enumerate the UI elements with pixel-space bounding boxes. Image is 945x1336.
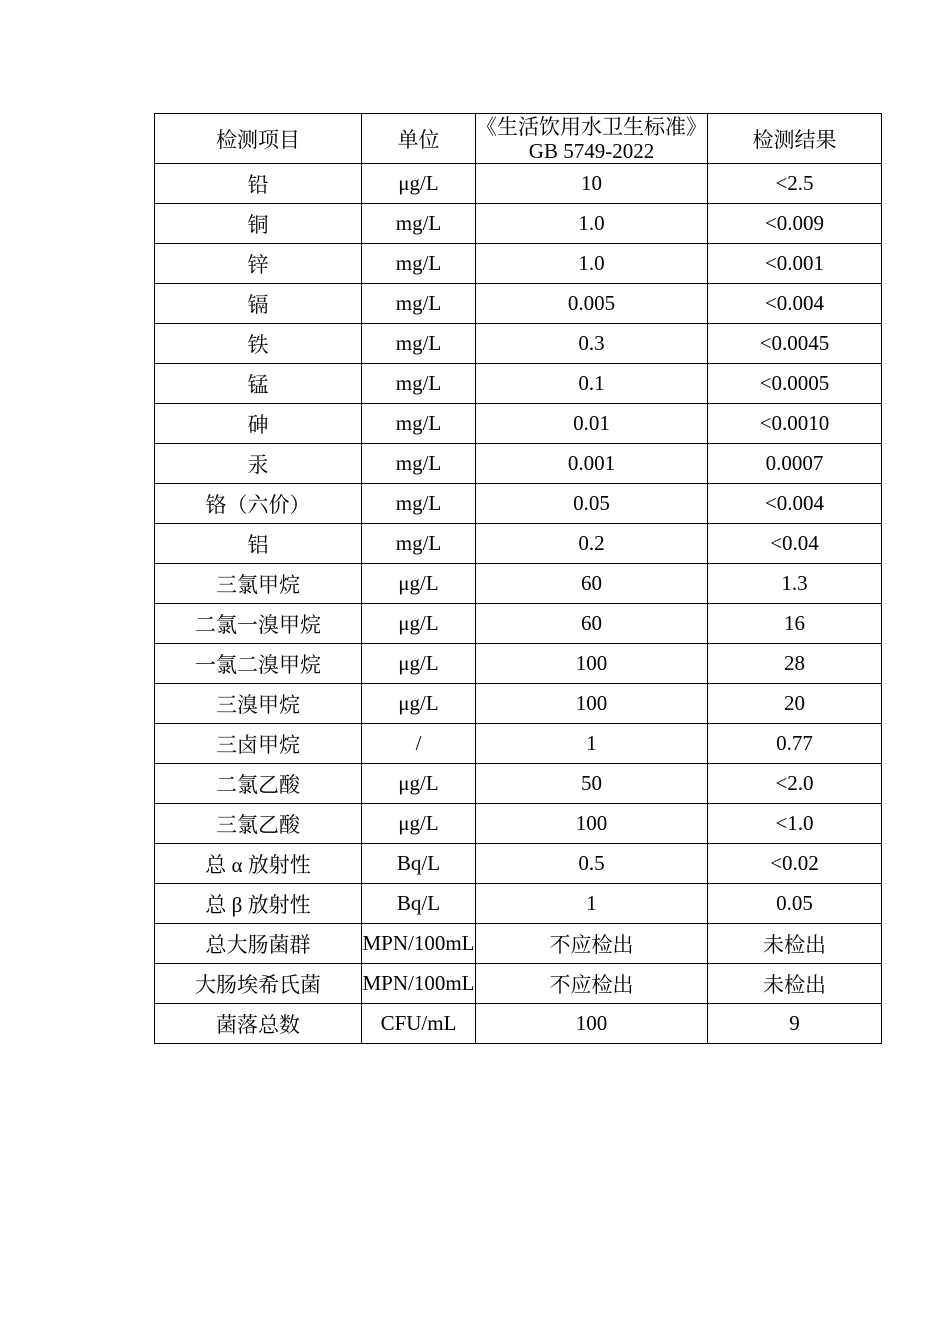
table-row	[155, 644, 882, 684]
cell-standard-limit: 10	[476, 164, 708, 204]
cell-unit: /	[362, 724, 476, 764]
table-row	[155, 284, 882, 324]
cell-unit: MPN/100mL	[362, 924, 476, 964]
table-row	[155, 844, 882, 884]
cell-unit: mg/L	[362, 364, 476, 404]
table-body	[155, 164, 882, 1044]
table-row	[155, 484, 882, 524]
cell-unit: Bq/L	[362, 844, 476, 884]
cell-test-item: 二氯乙酸	[155, 764, 362, 804]
cell-result: <0.0010	[708, 404, 882, 444]
table-row	[155, 244, 882, 284]
cell-result: 0.77	[708, 724, 882, 764]
cell-standard-limit: 100	[476, 684, 708, 724]
cell-test-item: 大肠埃希氏菌	[155, 964, 362, 1004]
cell-standard-limit: 0.1	[476, 364, 708, 404]
cell-unit: mg/L	[362, 284, 476, 324]
cell-unit: μg/L	[362, 764, 476, 804]
cell-standard-limit: 100	[476, 1004, 708, 1044]
cell-standard-limit: 50	[476, 764, 708, 804]
cell-test-item: 一氯二溴甲烷	[155, 644, 362, 684]
cell-result: 未检出	[708, 924, 882, 964]
cell-standard-limit: 100	[476, 804, 708, 844]
cell-result: 28	[708, 644, 882, 684]
cell-test-item: 总 β 放射性	[155, 884, 362, 924]
cell-result: 20	[708, 684, 882, 724]
cell-result: <0.0045	[708, 324, 882, 364]
table-row	[155, 604, 882, 644]
cell-standard-limit: 0.005	[476, 284, 708, 324]
cell-test-item: 锌	[155, 244, 362, 284]
cell-result: <0.02	[708, 844, 882, 884]
cell-unit: μg/L	[362, 604, 476, 644]
cell-standard-limit: 60	[476, 604, 708, 644]
cell-test-item: 铝	[155, 524, 362, 564]
cell-standard-limit: 1.0	[476, 244, 708, 284]
header-standard	[476, 114, 708, 164]
cell-standard-limit: 0.001	[476, 444, 708, 484]
table-row	[155, 764, 882, 804]
table-row	[155, 1004, 882, 1044]
cell-result: 0.05	[708, 884, 882, 924]
cell-test-item: 菌落总数	[155, 1004, 362, 1044]
cell-unit: μg/L	[362, 684, 476, 724]
cell-result: <0.0005	[708, 364, 882, 404]
cell-result: 9	[708, 1004, 882, 1044]
table-row	[155, 804, 882, 844]
cell-standard-limit: 100	[476, 644, 708, 684]
cell-test-item: 三溴甲烷	[155, 684, 362, 724]
header-unit: 单位	[362, 114, 476, 164]
cell-test-item: 铁	[155, 324, 362, 364]
cell-standard-limit: 60	[476, 564, 708, 604]
cell-result: <0.04	[708, 524, 882, 564]
table-row	[155, 724, 882, 764]
header-test-item: 检测项目	[155, 114, 362, 164]
cell-test-item: 铬（六价）	[155, 484, 362, 524]
cell-result: 0.0007	[708, 444, 882, 484]
cell-unit: mg/L	[362, 524, 476, 564]
cell-unit: mg/L	[362, 404, 476, 444]
table-row	[155, 364, 882, 404]
cell-unit: mg/L	[362, 484, 476, 524]
table-row	[155, 444, 882, 484]
cell-standard-limit: 不应检出	[476, 964, 708, 1004]
cell-standard-limit: 1.0	[476, 204, 708, 244]
cell-unit: μg/L	[362, 164, 476, 204]
cell-standard-limit: 1	[476, 724, 708, 764]
cell-test-item: 镉	[155, 284, 362, 324]
table-row	[155, 924, 882, 964]
cell-unit: CFU/mL	[362, 1004, 476, 1044]
header-standard-line2: GB 5749-2022	[528, 138, 655, 163]
cell-result: <0.004	[708, 484, 882, 524]
cell-unit: MPN/100mL	[362, 964, 476, 1004]
cell-test-item: 汞	[155, 444, 362, 484]
cell-standard-limit: 0.5	[476, 844, 708, 884]
cell-test-item: 总大肠菌群	[155, 924, 362, 964]
cell-standard-limit: 0.05	[476, 484, 708, 524]
cell-test-item: 铅	[155, 164, 362, 204]
header-standard-line1: 《生活饮用水卫生标准》	[476, 114, 707, 139]
cell-test-item: 三氯甲烷	[155, 564, 362, 604]
cell-result: <0.004	[708, 284, 882, 324]
cell-result: <2.5	[708, 164, 882, 204]
cell-unit: μg/L	[362, 644, 476, 684]
cell-result: 1.3	[708, 564, 882, 604]
cell-standard-limit: 0.3	[476, 324, 708, 364]
cell-standard-limit: 不应检出	[476, 924, 708, 964]
cell-test-item: 总 α 放射性	[155, 844, 362, 884]
cell-test-item: 锰	[155, 364, 362, 404]
table-row	[155, 324, 882, 364]
table-row	[155, 404, 882, 444]
cell-standard-limit: 0.2	[476, 524, 708, 564]
header-result: 检测结果	[708, 114, 882, 164]
cell-unit: mg/L	[362, 204, 476, 244]
table-row	[155, 964, 882, 1004]
table-row	[155, 884, 882, 924]
cell-unit: μg/L	[362, 564, 476, 604]
cell-result: 16	[708, 604, 882, 644]
table-row	[155, 164, 882, 204]
cell-unit: mg/L	[362, 244, 476, 284]
cell-unit: Bq/L	[362, 884, 476, 924]
cell-test-item: 三氯乙酸	[155, 804, 362, 844]
cell-test-item: 三卤甲烷	[155, 724, 362, 764]
table-header-row	[155, 114, 882, 164]
table-row	[155, 564, 882, 604]
cell-test-item: 砷	[155, 404, 362, 444]
cell-result: 未检出	[708, 964, 882, 1004]
cell-standard-limit: 1	[476, 884, 708, 924]
cell-result: <0.001	[708, 244, 882, 284]
table-row	[155, 204, 882, 244]
cell-standard-limit: 0.01	[476, 404, 708, 444]
cell-test-item: 二氯一溴甲烷	[155, 604, 362, 644]
cell-test-item: 铜	[155, 204, 362, 244]
cell-unit: μg/L	[362, 804, 476, 844]
cell-unit: mg/L	[362, 324, 476, 364]
cell-unit: mg/L	[362, 444, 476, 484]
cell-result: <2.0	[708, 764, 882, 804]
table-row	[155, 524, 882, 564]
cell-result: <1.0	[708, 804, 882, 844]
table-row	[155, 684, 882, 724]
water-quality-results-table	[154, 113, 882, 1044]
cell-result: <0.009	[708, 204, 882, 244]
